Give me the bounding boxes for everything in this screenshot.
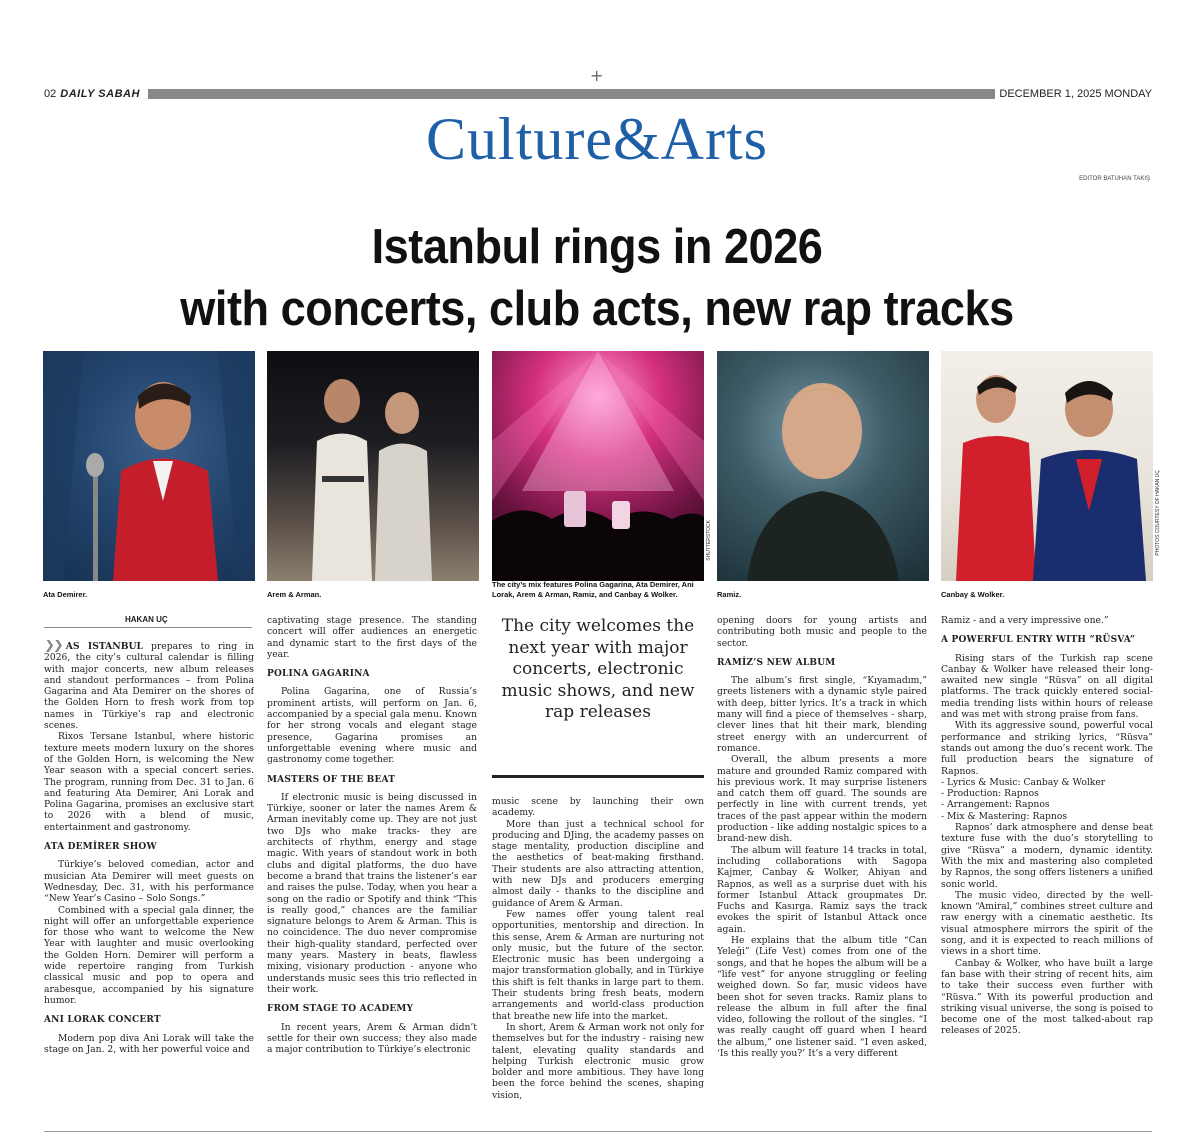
headline-line-1: Istanbul rings in 2026 <box>371 220 823 274</box>
subhead-ramiz-new-album: RAMİZ’S NEW ALBUM <box>717 657 836 668</box>
page-number: 02 <box>44 88 57 100</box>
headline-line-2: with concerts, club acts, new rap tracks <box>180 282 1014 336</box>
subhead-ata-demirer-show: ATA DEMİRER SHOW <box>44 842 157 853</box>
paragraph: Türkiye’s beloved comedian, actor and musician Ata Demirer will meet guests on Wednesday, Dec. 31, with his performance “New Year’s Casino – Solo Songs.” <box>44 859 254 905</box>
paragraph: Ramiz - and a very impressive one.” <box>941 615 1109 626</box>
caption-canbay-wolker: Canbay & Wolker. <box>941 590 1005 599</box>
paragraph: The music video, directed by the well-known “Amiral,” combines street culture and raw energy with a cinematic aesthetic. Its visual atmosphere mirrors the spirit of the song, and it is expected to reach millions of views in a short time. <box>941 889 1153 958</box>
credit-list-item: - Mix & Mastering: Rapnos <box>941 810 1068 822</box>
article-column-4 <box>717 615 927 1130</box>
paragraph: In recent years, Arem & Arman didn’t settle for their own success; they also made a major contribution to Türkiye’s electronic <box>267 1021 477 1056</box>
caption-city-mix: The city’s mix features Polina Gagarina, Ata Demirer, Ani Lorak, Arem & Arman, Ramiz, and Canbay & Wolker. <box>492 580 694 599</box>
paragraph: In short, Arem & Arman work not only for themselves but for the industry - raising new talent, elevating quality standards and helping Turkish electronic music grow bolder and more ambitious. They have long been the force behind the scenes, shaping vision, <box>492 1021 704 1101</box>
section-title: Culture&Arts <box>426 106 768 172</box>
section-editor: EDITOR BATUHAN TAKIŞ <box>1079 176 1150 182</box>
lead-kicker: AS ISTANBUL <box>65 641 143 652</box>
credit-list-item: - Arrangement: Rapnos <box>941 799 1050 811</box>
paragraph: Overall, the album presents a more mature and grounded Ramiz compared with his previous work. It may surprise listeners and catch them off guard. The sounds are perfectly in line with current trends, yet traces of the past appear within the modern production - like adding nostalgic spices to a brand-new dish. <box>717 754 927 845</box>
folio-rule <box>148 89 995 99</box>
article-column-3 <box>492 796 704 1130</box>
byline-rule <box>44 627 252 628</box>
registration-mark: + <box>590 66 604 85</box>
photo-concert-crowd <box>492 351 704 581</box>
photo-arem-arman <box>267 351 479 581</box>
paragraph: Few names offer young talent real opportunities, mentorship and direction. In this sense, Arem & Arman are nurturing not only music, but the future of the sector. Electronic music has been undergoing a major transformation globally, and in Türkiye this shift is felt thanks in large part to them. Their students bring fresh beats, modern arrangements and world-class production that breathe new life into the market. <box>492 908 704 1022</box>
subhead-masters-of-the-beat: MASTERS OF THE BEAT <box>267 774 396 785</box>
subhead-polina-gagarina: POLINA GAGARINA <box>267 669 370 680</box>
pull-quote-rule <box>492 775 704 778</box>
newspaper-brand: DAILY SABAH <box>60 88 140 100</box>
paragraph: Canbay & Wolker, who have built a large fan base with their string of recent hits, aim to take their success even further with “Rüsva.” With its powerful production and striking visual universe, the song is poised to become one of the most talked-about rap releases of 2025. <box>941 957 1153 1037</box>
paragraph: The album’s first single, “Kıyamadım,” greets listeners with a dynamic style paired with deep, bitter lyrics. It’s a track in which many will find a piece of themselves - sharp, clever lines that hit their mark, blending street energy with an undercurrent of romance. <box>717 675 927 754</box>
paragraph: He explains that the album title “Can Yeleği” (Life Vest) comes from one of the songs, and that he hopes the album will be a “life vest” for anyone struggling or feeling weighed down. So far, music videos have been shot for seven tracks. Ramiz plans to release the album in full after the final video, following the rollout of the singles. “I was really caught off guard when I heard the album,” one listener said. “I even asked, ‘Is this really you?’ It’s a very different <box>717 935 927 1059</box>
caption-arem-arman: Arem & Arman. <box>267 590 322 599</box>
lead-paragraph <box>44 640 254 731</box>
paragraph: Rising stars of the Turkish rap scene Canbay & Wolker have released their long-awaited new single “Rüsva” on all digital platforms. The track quickly entered social-media trending lists within hours of release and was met with strong praise from fans. <box>941 652 1153 721</box>
paragraph: With its aggressive sound, powerful vocal performance and striking lyrics, “Rüsva” stands out among the duo’s recent work. The full production bears the signature of Rapnos. <box>941 720 1153 777</box>
subhead-from-stage-to-academy: FROM STAGE TO ACADEMY <box>267 1004 414 1015</box>
paragraph: opening doors for young artists and contributing both music and people to the sector. <box>717 615 927 649</box>
paragraph: Polina Gagarina, one of Russia’s prominent artists, will perform on Jan. 6, accompanied by a special gala menu. Known for her strong vocals and elegant stage presence, Gagarina promises an unforgettable evening where music and gastronomy come together. <box>267 686 477 766</box>
photo-ramiz <box>717 351 929 581</box>
photo-canbay-wolker <box>941 351 1153 581</box>
paragraph: The album will feature 14 tracks in total, including collaborations with Sagopa Kajmer, Canbay & Wolker, Ahiyan and Rapnos, as well as a surprise duet with his former Istanbul Attack groupmates Dr. Fuchs and Kasırga. Ramiz says the track evokes the spirit of Istanbul Attack once again. <box>717 844 927 935</box>
paragraph: If electronic music is being discussed in Türkiye, sooner or later the names Arem & Arman inevitably come up. They are not just two DJs who make tracks- they are architects of rhythm, energy and stage magic. With years of standout work in both clubs and digital platforms, the duo have become a brand that trains the listener’s ear and raises the pulse. Today, when you hear a song on the radio or Spotify and think “This is really good,” chances are the familiar signature belongs to Arem & Arman. This is no coincidence. The duo never compromise their high-quality standard, perfected over many years. Mastery in beats, flawless mixing, visionary production - anyone who understands music sees this trio reflected in their work. <box>267 791 477 995</box>
caption-ata-demirer: Ata Demirer. <box>43 590 88 599</box>
paragraph: music scene by launching their own academy. <box>492 796 704 819</box>
paragraph: Combined with a special gala dinner, the night will offer an unforgettable experience for those who want to welcome the New Year with laughter and music overlooking the Golden Horn. Demirer will perform a wide repertoire ranging from Turkish classical music and pop to opera and arabesque, accompanied by his signature humor. <box>44 904 254 1006</box>
byline: HAKAN UÇ <box>125 615 168 624</box>
lead-text: prepares to ring in 2026, the city’s cultural calendar is filling with major concerts, new album releases and standout performances – from Polina Gagarina and Ata Demirer on the shores of the Golden Horn to fresh work from top names in Türkiye’s rap and electronic scenes. <box>44 641 254 732</box>
folio-bar <box>44 88 1152 100</box>
article-column-5 <box>941 615 1153 1130</box>
bottom-rule <box>44 1131 1152 1132</box>
headline <box>85 216 1110 340</box>
credit-list-item: - Production: Rapnos <box>941 788 1039 800</box>
photo-credit-shutterstock: SHUTTERSTOCK <box>706 520 712 561</box>
caption-ramiz: Ramiz. <box>717 590 742 599</box>
paragraph: captivating stage presence. The standing concert will offer audiences an energetic and dynamic start to the first days of the year. <box>267 615 477 660</box>
article-column-1 <box>44 640 254 1130</box>
pull-quote: The city welcomes the next year with major concerts, electronic music shows, and new rap releases <box>501 616 695 722</box>
credit-list-item: - Lyrics & Music: Canbay & Wolker <box>941 776 1106 788</box>
paragraph: Rapnos’ dark atmosphere and dense beat texture fuse with the duo’s storytelling to give “Rüsva” a modern, dynamic identity. With the mix and mastering also completed by Rapnos, the song offers listeners a unified sonic world. <box>941 822 1153 890</box>
photo-credit-hakan-uc: PHOTOS COURTESY OF HAKAN UÇ <box>1155 470 1161 556</box>
photo-ata-demirer <box>43 351 255 581</box>
issue-date: DECEMBER 1, 2025 MONDAY <box>999 88 1152 100</box>
article-column-2 <box>267 615 477 1130</box>
paragraph: More than just a technical school for producing and DJing, the academy passes on stage mentality, production discipline and the aesthetics of beat-making firsthand. Their students are also attracting attention, with new DJs and producers emerging almost daily - thanks to the discipline and guidance of Arem & Arman. <box>492 818 704 909</box>
subhead-ani-lorak-concert: ANI LORAK CONCERT <box>44 1015 161 1026</box>
lead-arrow-icon: ❯❯ <box>44 640 62 653</box>
paragraph: Modern pop diva Ani Lorak will take the stage on Jan. 2, with her powerful voice and <box>44 1032 254 1055</box>
paragraph: Rixos Tersane Istanbul, where historic texture meets modern luxury on the shores of the Golden Horn, is welcoming the New Year season with a special concert series. The program, running from Dec. 31 to Jan. 6 and featuring Ata Demirer, Ani Lorak and Polina Gagarina, promises an exclusive start to 2026 with a blend of music, entertainment and gastronomy. <box>44 731 254 833</box>
subhead-rusva: A POWERFUL ENTRY WITH “RÜSVA” <box>941 635 1136 646</box>
